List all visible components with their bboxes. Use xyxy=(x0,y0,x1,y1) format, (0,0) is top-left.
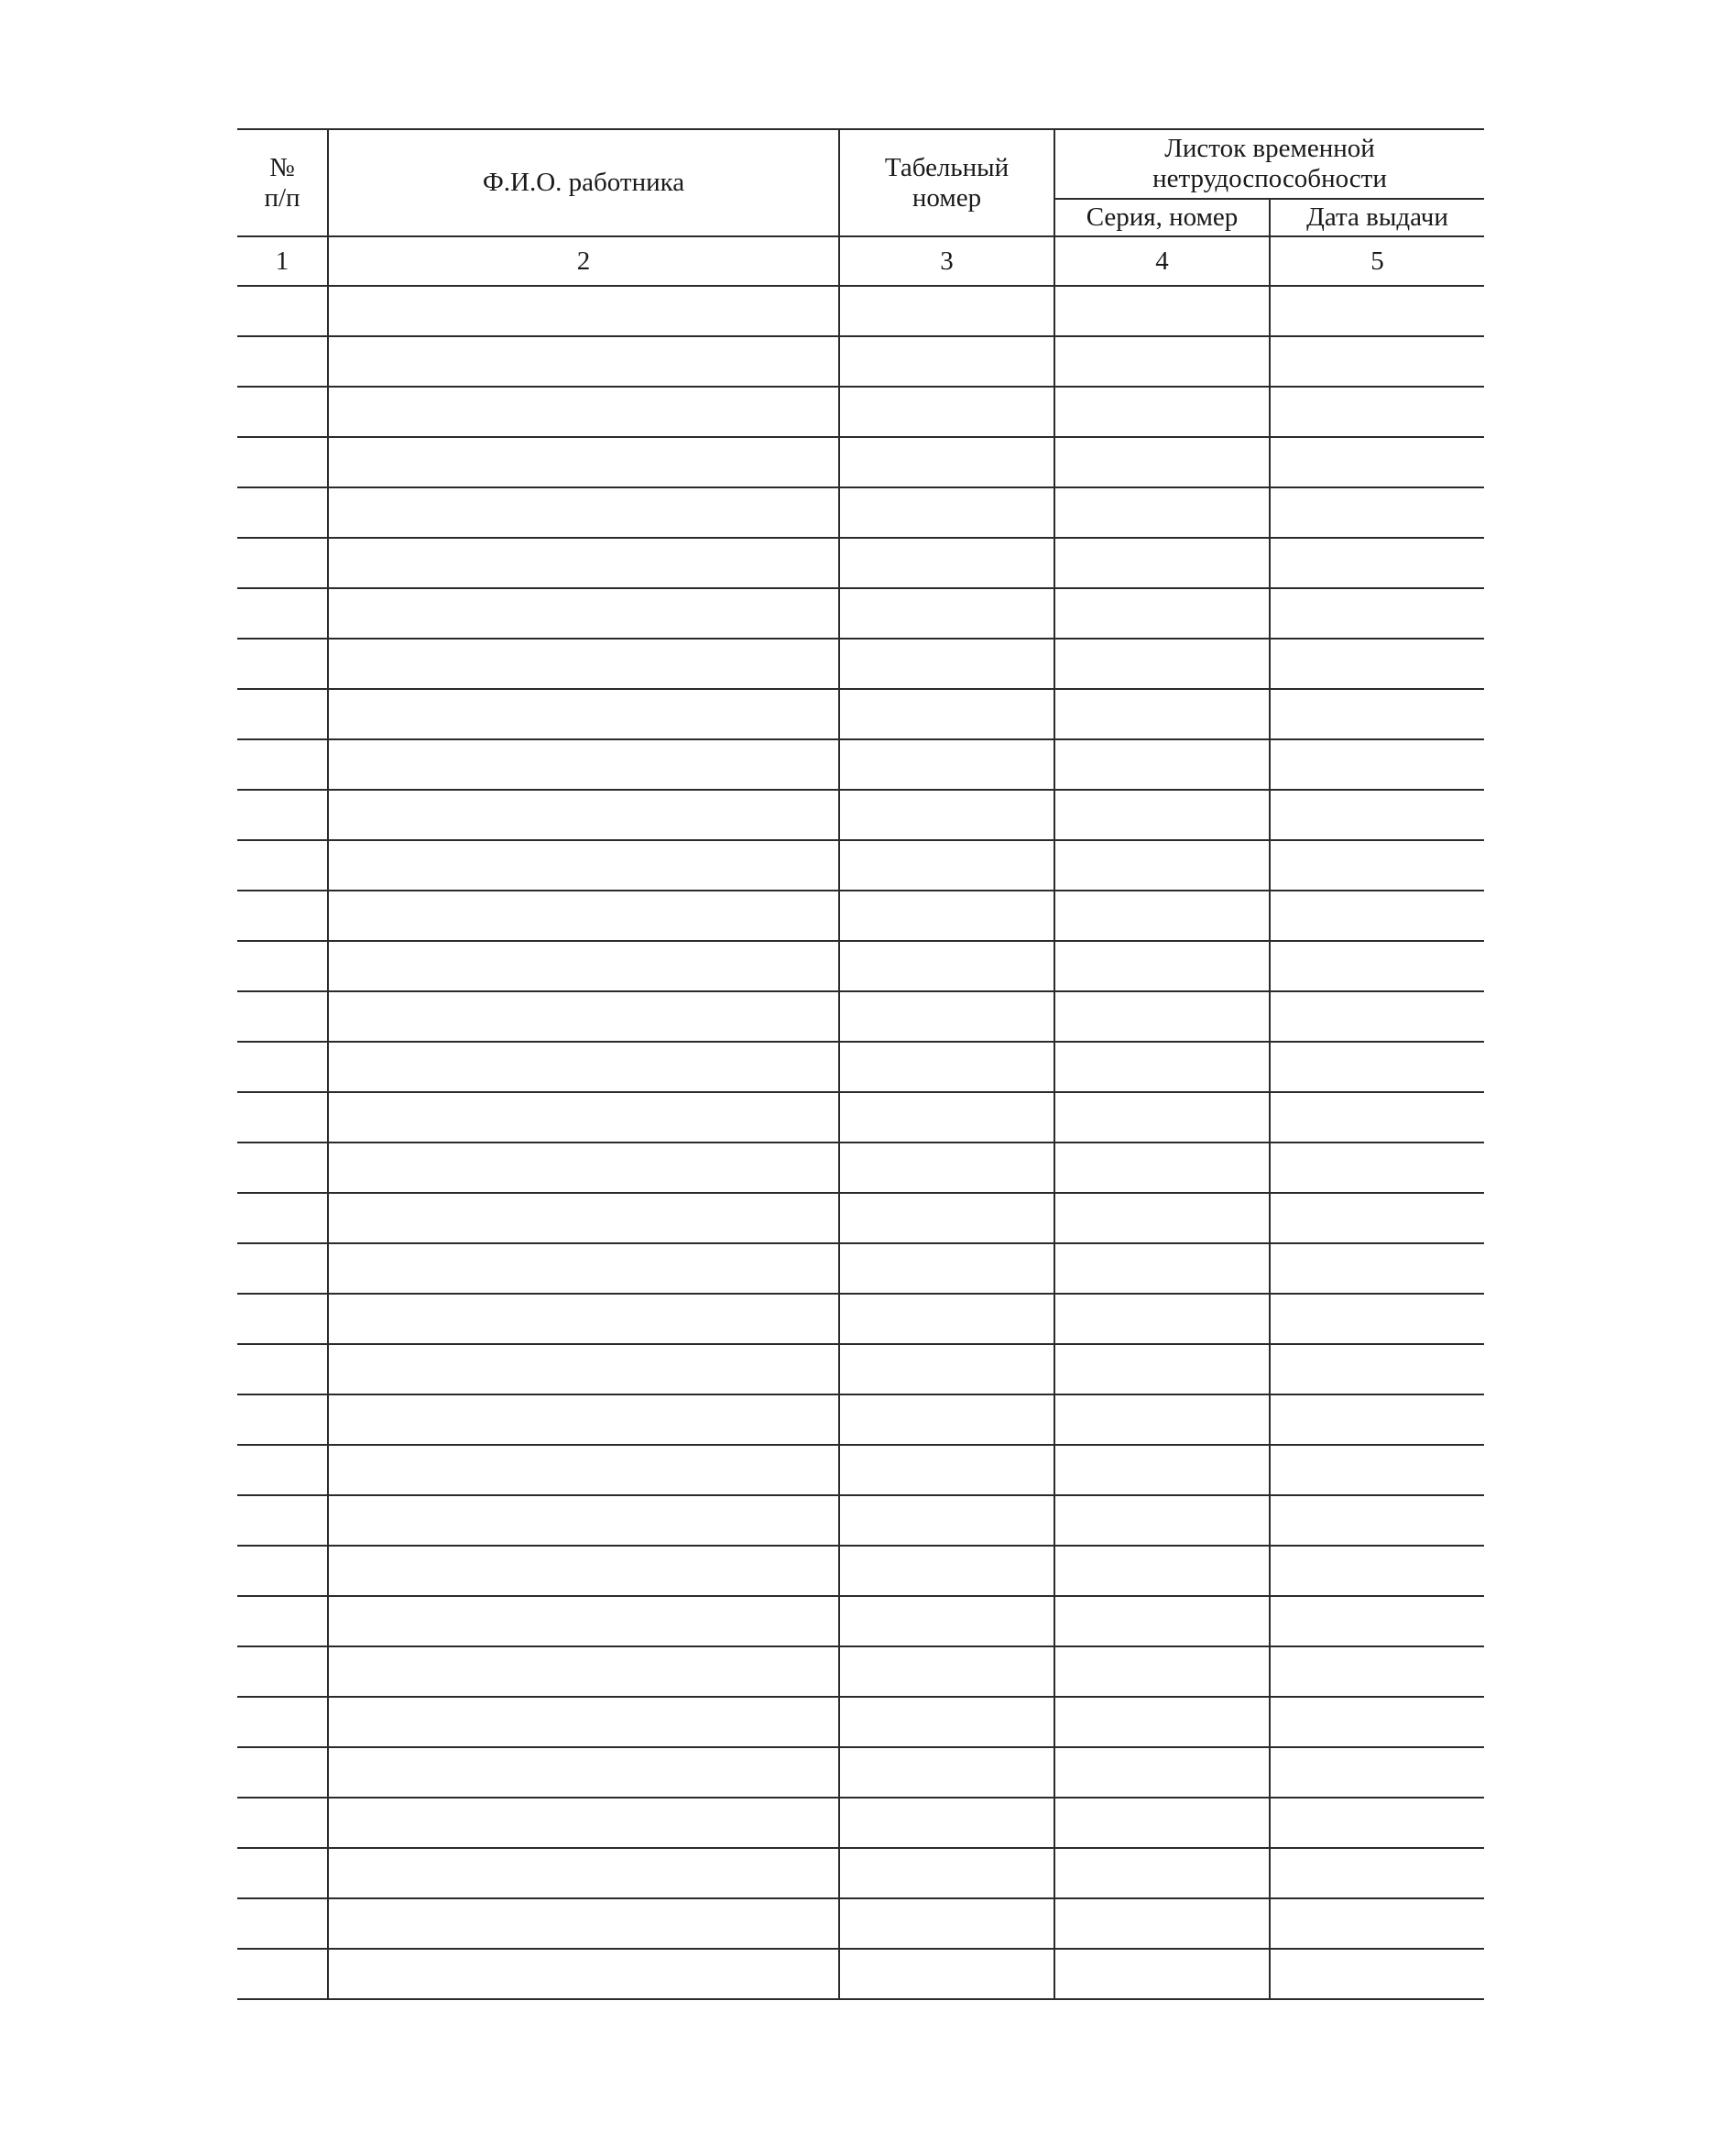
cell-series-number[interactable] xyxy=(1054,1143,1270,1193)
table-row xyxy=(237,1092,1484,1143)
cell-issue-date[interactable] xyxy=(1270,1193,1484,1243)
cell-number[interactable] xyxy=(237,437,328,487)
cell-number[interactable] xyxy=(237,840,328,891)
cell-issue-date[interactable] xyxy=(1270,1646,1484,1697)
cell-number[interactable] xyxy=(237,1697,328,1747)
cell-series-number[interactable] xyxy=(1054,286,1270,336)
cell-number[interactable] xyxy=(237,689,328,739)
cell-tab-number[interactable] xyxy=(839,639,1054,689)
table-row xyxy=(237,1042,1484,1092)
cell-series-number[interactable] xyxy=(1054,437,1270,487)
cell-issue-date[interactable] xyxy=(1270,1949,1484,1999)
cell-employee-name[interactable] xyxy=(328,336,839,387)
cell-tab-number[interactable] xyxy=(839,739,1054,790)
cell-issue-date[interactable] xyxy=(1270,1143,1484,1193)
cell-issue-date[interactable] xyxy=(1270,840,1484,891)
cell-issue-date[interactable] xyxy=(1270,487,1484,538)
cell-number[interactable] xyxy=(237,1495,328,1546)
cell-employee-name[interactable] xyxy=(328,790,839,840)
cell-issue-date[interactable] xyxy=(1270,1848,1484,1898)
cell-series-number[interactable] xyxy=(1054,1445,1270,1495)
cell-series-number[interactable] xyxy=(1054,1798,1270,1848)
header-issue-date: Дата выдачи xyxy=(1270,199,1484,236)
cell-tab-number[interactable] xyxy=(839,487,1054,538)
column-number-5: 5 xyxy=(1270,236,1484,286)
cell-tab-number[interactable] xyxy=(839,991,1054,1042)
cell-tab-number[interactable] xyxy=(839,588,1054,639)
cell-series-number[interactable] xyxy=(1054,1394,1270,1445)
cell-employee-name[interactable] xyxy=(328,941,839,991)
cell-issue-date[interactable] xyxy=(1270,941,1484,991)
cell-employee-name[interactable] xyxy=(328,286,839,336)
table-row xyxy=(237,639,1484,689)
cell-employee-name[interactable] xyxy=(328,1294,839,1344)
cell-series-number[interactable] xyxy=(1054,891,1270,941)
cell-tab-number[interactable] xyxy=(839,1193,1054,1243)
register-rows xyxy=(237,286,1484,1999)
cell-number[interactable] xyxy=(237,1798,328,1848)
cell-series-number[interactable] xyxy=(1054,1848,1270,1898)
table-row xyxy=(237,1344,1484,1394)
cell-series-number[interactable] xyxy=(1054,1546,1270,1596)
cell-number[interactable] xyxy=(237,1143,328,1193)
cell-employee-name[interactable] xyxy=(328,1143,839,1193)
cell-employee-name[interactable] xyxy=(328,991,839,1042)
cell-series-number[interactable] xyxy=(1054,689,1270,739)
cell-employee-name[interactable] xyxy=(328,1042,839,1092)
cell-employee-name[interactable] xyxy=(328,1546,839,1596)
cell-employee-name[interactable] xyxy=(328,1495,839,1546)
cell-tab-number[interactable] xyxy=(839,1394,1054,1445)
table-row xyxy=(237,1546,1484,1596)
table-row xyxy=(237,1949,1484,1999)
cell-series-number[interactable] xyxy=(1054,1243,1270,1294)
cell-employee-name[interactable] xyxy=(328,1798,839,1848)
cell-number[interactable] xyxy=(237,336,328,387)
cell-tab-number[interactable] xyxy=(839,1596,1054,1646)
column-number-2: 2 xyxy=(328,236,839,286)
table-row xyxy=(237,1243,1484,1294)
cell-series-number[interactable] xyxy=(1054,1646,1270,1697)
cell-issue-date[interactable] xyxy=(1270,1042,1484,1092)
cell-tab-number[interactable] xyxy=(839,891,1054,941)
cell-number[interactable] xyxy=(237,739,328,790)
cell-tab-number[interactable] xyxy=(839,286,1054,336)
cell-employee-name[interactable] xyxy=(328,689,839,739)
cell-number[interactable] xyxy=(237,1949,328,1999)
cell-series-number[interactable] xyxy=(1054,1193,1270,1243)
table-row xyxy=(237,790,1484,840)
cell-number[interactable] xyxy=(237,538,328,588)
cell-issue-date[interactable] xyxy=(1270,891,1484,941)
cell-employee-name[interactable] xyxy=(328,1747,839,1798)
cell-employee-name[interactable] xyxy=(328,1243,839,1294)
cell-employee-name[interactable] xyxy=(328,840,839,891)
cell-employee-name[interactable] xyxy=(328,639,839,689)
cell-number[interactable] xyxy=(237,1546,328,1596)
cell-issue-date[interactable] xyxy=(1270,1697,1484,1747)
cell-series-number[interactable] xyxy=(1054,1344,1270,1394)
cell-series-number[interactable] xyxy=(1054,991,1270,1042)
cell-employee-name[interactable] xyxy=(328,487,839,538)
cell-issue-date[interactable] xyxy=(1270,1243,1484,1294)
cell-employee-name[interactable] xyxy=(328,437,839,487)
cell-tab-number[interactable] xyxy=(839,437,1054,487)
table-row xyxy=(237,1445,1484,1495)
cell-issue-date[interactable] xyxy=(1270,1596,1484,1646)
cell-tab-number[interactable] xyxy=(839,689,1054,739)
table-row xyxy=(237,1193,1484,1243)
table-row xyxy=(237,538,1484,588)
cell-series-number[interactable] xyxy=(1054,538,1270,588)
cell-tab-number[interactable] xyxy=(839,1495,1054,1546)
cell-issue-date[interactable] xyxy=(1270,538,1484,588)
cell-number[interactable] xyxy=(237,941,328,991)
cell-series-number[interactable] xyxy=(1054,790,1270,840)
cell-employee-name[interactable] xyxy=(328,1898,839,1949)
table-row xyxy=(237,437,1484,487)
cell-number[interactable] xyxy=(237,387,328,437)
cell-number[interactable] xyxy=(237,1848,328,1898)
cell-issue-date[interactable] xyxy=(1270,790,1484,840)
cell-series-number[interactable] xyxy=(1054,840,1270,891)
cell-number[interactable] xyxy=(237,1243,328,1294)
cell-number[interactable] xyxy=(237,1042,328,1092)
cell-tab-number[interactable] xyxy=(839,1697,1054,1747)
cell-number[interactable] xyxy=(237,639,328,689)
cell-tab-number[interactable] xyxy=(839,941,1054,991)
cell-series-number[interactable] xyxy=(1054,1495,1270,1546)
cell-series-number[interactable] xyxy=(1054,387,1270,437)
header-sick-leave: Листок временной нетрудоспособности xyxy=(1054,129,1484,199)
cell-number[interactable] xyxy=(237,1596,328,1646)
cell-issue-date[interactable] xyxy=(1270,588,1484,639)
cell-issue-date[interactable] xyxy=(1270,1747,1484,1798)
cell-number[interactable] xyxy=(237,891,328,941)
cell-issue-date[interactable] xyxy=(1270,336,1484,387)
cell-employee-name[interactable] xyxy=(328,588,839,639)
table-row xyxy=(237,387,1484,437)
cell-issue-date[interactable] xyxy=(1270,286,1484,336)
cell-series-number[interactable] xyxy=(1054,639,1270,689)
cell-tab-number[interactable] xyxy=(839,1546,1054,1596)
cell-tab-number[interactable] xyxy=(839,387,1054,437)
cell-number[interactable] xyxy=(237,991,328,1042)
cell-issue-date[interactable] xyxy=(1270,1546,1484,1596)
cell-employee-name[interactable] xyxy=(328,1193,839,1243)
cell-employee-name[interactable] xyxy=(328,1394,839,1445)
cell-series-number[interactable] xyxy=(1054,1092,1270,1143)
cell-series-number[interactable] xyxy=(1054,1042,1270,1092)
cell-number[interactable] xyxy=(237,1344,328,1394)
cell-issue-date[interactable] xyxy=(1270,1495,1484,1546)
cell-number[interactable] xyxy=(237,1394,328,1445)
column-number-4: 4 xyxy=(1054,236,1270,286)
table-row xyxy=(237,1495,1484,1546)
cell-employee-name[interactable] xyxy=(328,1697,839,1747)
cell-issue-date[interactable] xyxy=(1270,1294,1484,1344)
cell-issue-date[interactable] xyxy=(1270,991,1484,1042)
cell-tab-number[interactable] xyxy=(839,1294,1054,1344)
table-row xyxy=(237,1596,1484,1646)
table-row xyxy=(237,840,1484,891)
cell-series-number[interactable] xyxy=(1054,739,1270,790)
table-row xyxy=(237,1143,1484,1193)
cell-issue-date[interactable] xyxy=(1270,1445,1484,1495)
cell-series-number[interactable] xyxy=(1054,1596,1270,1646)
cell-employee-name[interactable] xyxy=(328,739,839,790)
table-row xyxy=(237,1848,1484,1898)
cell-tab-number[interactable] xyxy=(839,790,1054,840)
cell-tab-number[interactable] xyxy=(839,840,1054,891)
table-row xyxy=(237,991,1484,1042)
cell-tab-number[interactable] xyxy=(839,1798,1054,1848)
cell-employee-name[interactable] xyxy=(328,387,839,437)
cell-tab-number[interactable] xyxy=(839,1646,1054,1697)
cell-employee-name[interactable] xyxy=(328,1949,839,1999)
cell-tab-number[interactable] xyxy=(839,1243,1054,1294)
cell-tab-number[interactable] xyxy=(839,1092,1054,1143)
cell-employee-name[interactable] xyxy=(328,1646,839,1697)
cell-series-number[interactable] xyxy=(1054,1697,1270,1747)
cell-issue-date[interactable] xyxy=(1270,437,1484,487)
cell-number[interactable] xyxy=(237,1193,328,1243)
cell-series-number[interactable] xyxy=(1054,1294,1270,1344)
sick-leave-register-form xyxy=(237,128,1484,2000)
table-row xyxy=(237,1747,1484,1798)
column-number-3: 3 xyxy=(839,236,1054,286)
cell-series-number[interactable] xyxy=(1054,941,1270,991)
table-row xyxy=(237,941,1484,991)
cell-issue-date[interactable] xyxy=(1270,689,1484,739)
table-row xyxy=(237,1646,1484,1697)
cell-number[interactable] xyxy=(237,286,328,336)
cell-issue-date[interactable] xyxy=(1270,739,1484,790)
cell-employee-name[interactable] xyxy=(328,1596,839,1646)
cell-series-number[interactable] xyxy=(1054,1747,1270,1798)
cell-tab-number[interactable] xyxy=(839,1042,1054,1092)
cell-employee-name[interactable] xyxy=(328,1092,839,1143)
cell-issue-date[interactable] xyxy=(1270,387,1484,437)
table-row xyxy=(237,286,1484,336)
cell-series-number[interactable] xyxy=(1054,487,1270,538)
cell-number[interactable] xyxy=(237,1646,328,1697)
cell-number[interactable] xyxy=(237,1445,328,1495)
table-row xyxy=(237,1697,1484,1747)
cell-employee-name[interactable] xyxy=(328,1344,839,1394)
table-row xyxy=(237,1294,1484,1344)
cell-issue-date[interactable] xyxy=(1270,1798,1484,1848)
register-table xyxy=(237,128,1484,2000)
cell-tab-number[interactable] xyxy=(839,1949,1054,1999)
cell-issue-date[interactable] xyxy=(1270,1344,1484,1394)
cell-number[interactable] xyxy=(237,588,328,639)
cell-issue-date[interactable] xyxy=(1270,1394,1484,1445)
cell-employee-name[interactable] xyxy=(328,538,839,588)
cell-number[interactable] xyxy=(237,790,328,840)
table-row xyxy=(237,336,1484,387)
cell-issue-date[interactable] xyxy=(1270,639,1484,689)
header-number: № п/п xyxy=(237,129,328,236)
column-number-1: 1 xyxy=(237,236,328,286)
cell-tab-number[interactable] xyxy=(839,538,1054,588)
cell-number[interactable] xyxy=(237,1294,328,1344)
table-row xyxy=(237,1898,1484,1949)
cell-tab-number[interactable] xyxy=(839,1848,1054,1898)
cell-series-number[interactable] xyxy=(1054,336,1270,387)
header-tab-number: Табельный номер xyxy=(839,129,1054,236)
cell-series-number[interactable] xyxy=(1054,1949,1270,1999)
cell-employee-name[interactable] xyxy=(328,1445,839,1495)
cell-issue-date[interactable] xyxy=(1270,1092,1484,1143)
table-row xyxy=(237,588,1484,639)
cell-issue-date[interactable] xyxy=(1270,1898,1484,1949)
cell-number[interactable] xyxy=(237,487,328,538)
table-row xyxy=(237,891,1484,941)
cell-tab-number[interactable] xyxy=(839,1344,1054,1394)
cell-number[interactable] xyxy=(237,1898,328,1949)
cell-number[interactable] xyxy=(237,1092,328,1143)
header-series-number: Серия, номер xyxy=(1054,199,1270,236)
cell-employee-name[interactable] xyxy=(328,1848,839,1898)
cell-tab-number[interactable] xyxy=(839,336,1054,387)
table-row xyxy=(237,1394,1484,1445)
cell-series-number[interactable] xyxy=(1054,1898,1270,1949)
table-row xyxy=(237,739,1484,790)
table-row xyxy=(237,689,1484,739)
cell-number[interactable] xyxy=(237,1747,328,1798)
cell-tab-number[interactable] xyxy=(839,1445,1054,1495)
cell-tab-number[interactable] xyxy=(839,1747,1054,1798)
header-employee-name: Ф.И.О. работника xyxy=(328,129,839,236)
cell-series-number[interactable] xyxy=(1054,588,1270,639)
cell-tab-number[interactable] xyxy=(839,1898,1054,1949)
table-row xyxy=(237,1798,1484,1848)
table-row xyxy=(237,487,1484,538)
cell-tab-number[interactable] xyxy=(839,1143,1054,1193)
cell-employee-name[interactable] xyxy=(328,891,839,941)
